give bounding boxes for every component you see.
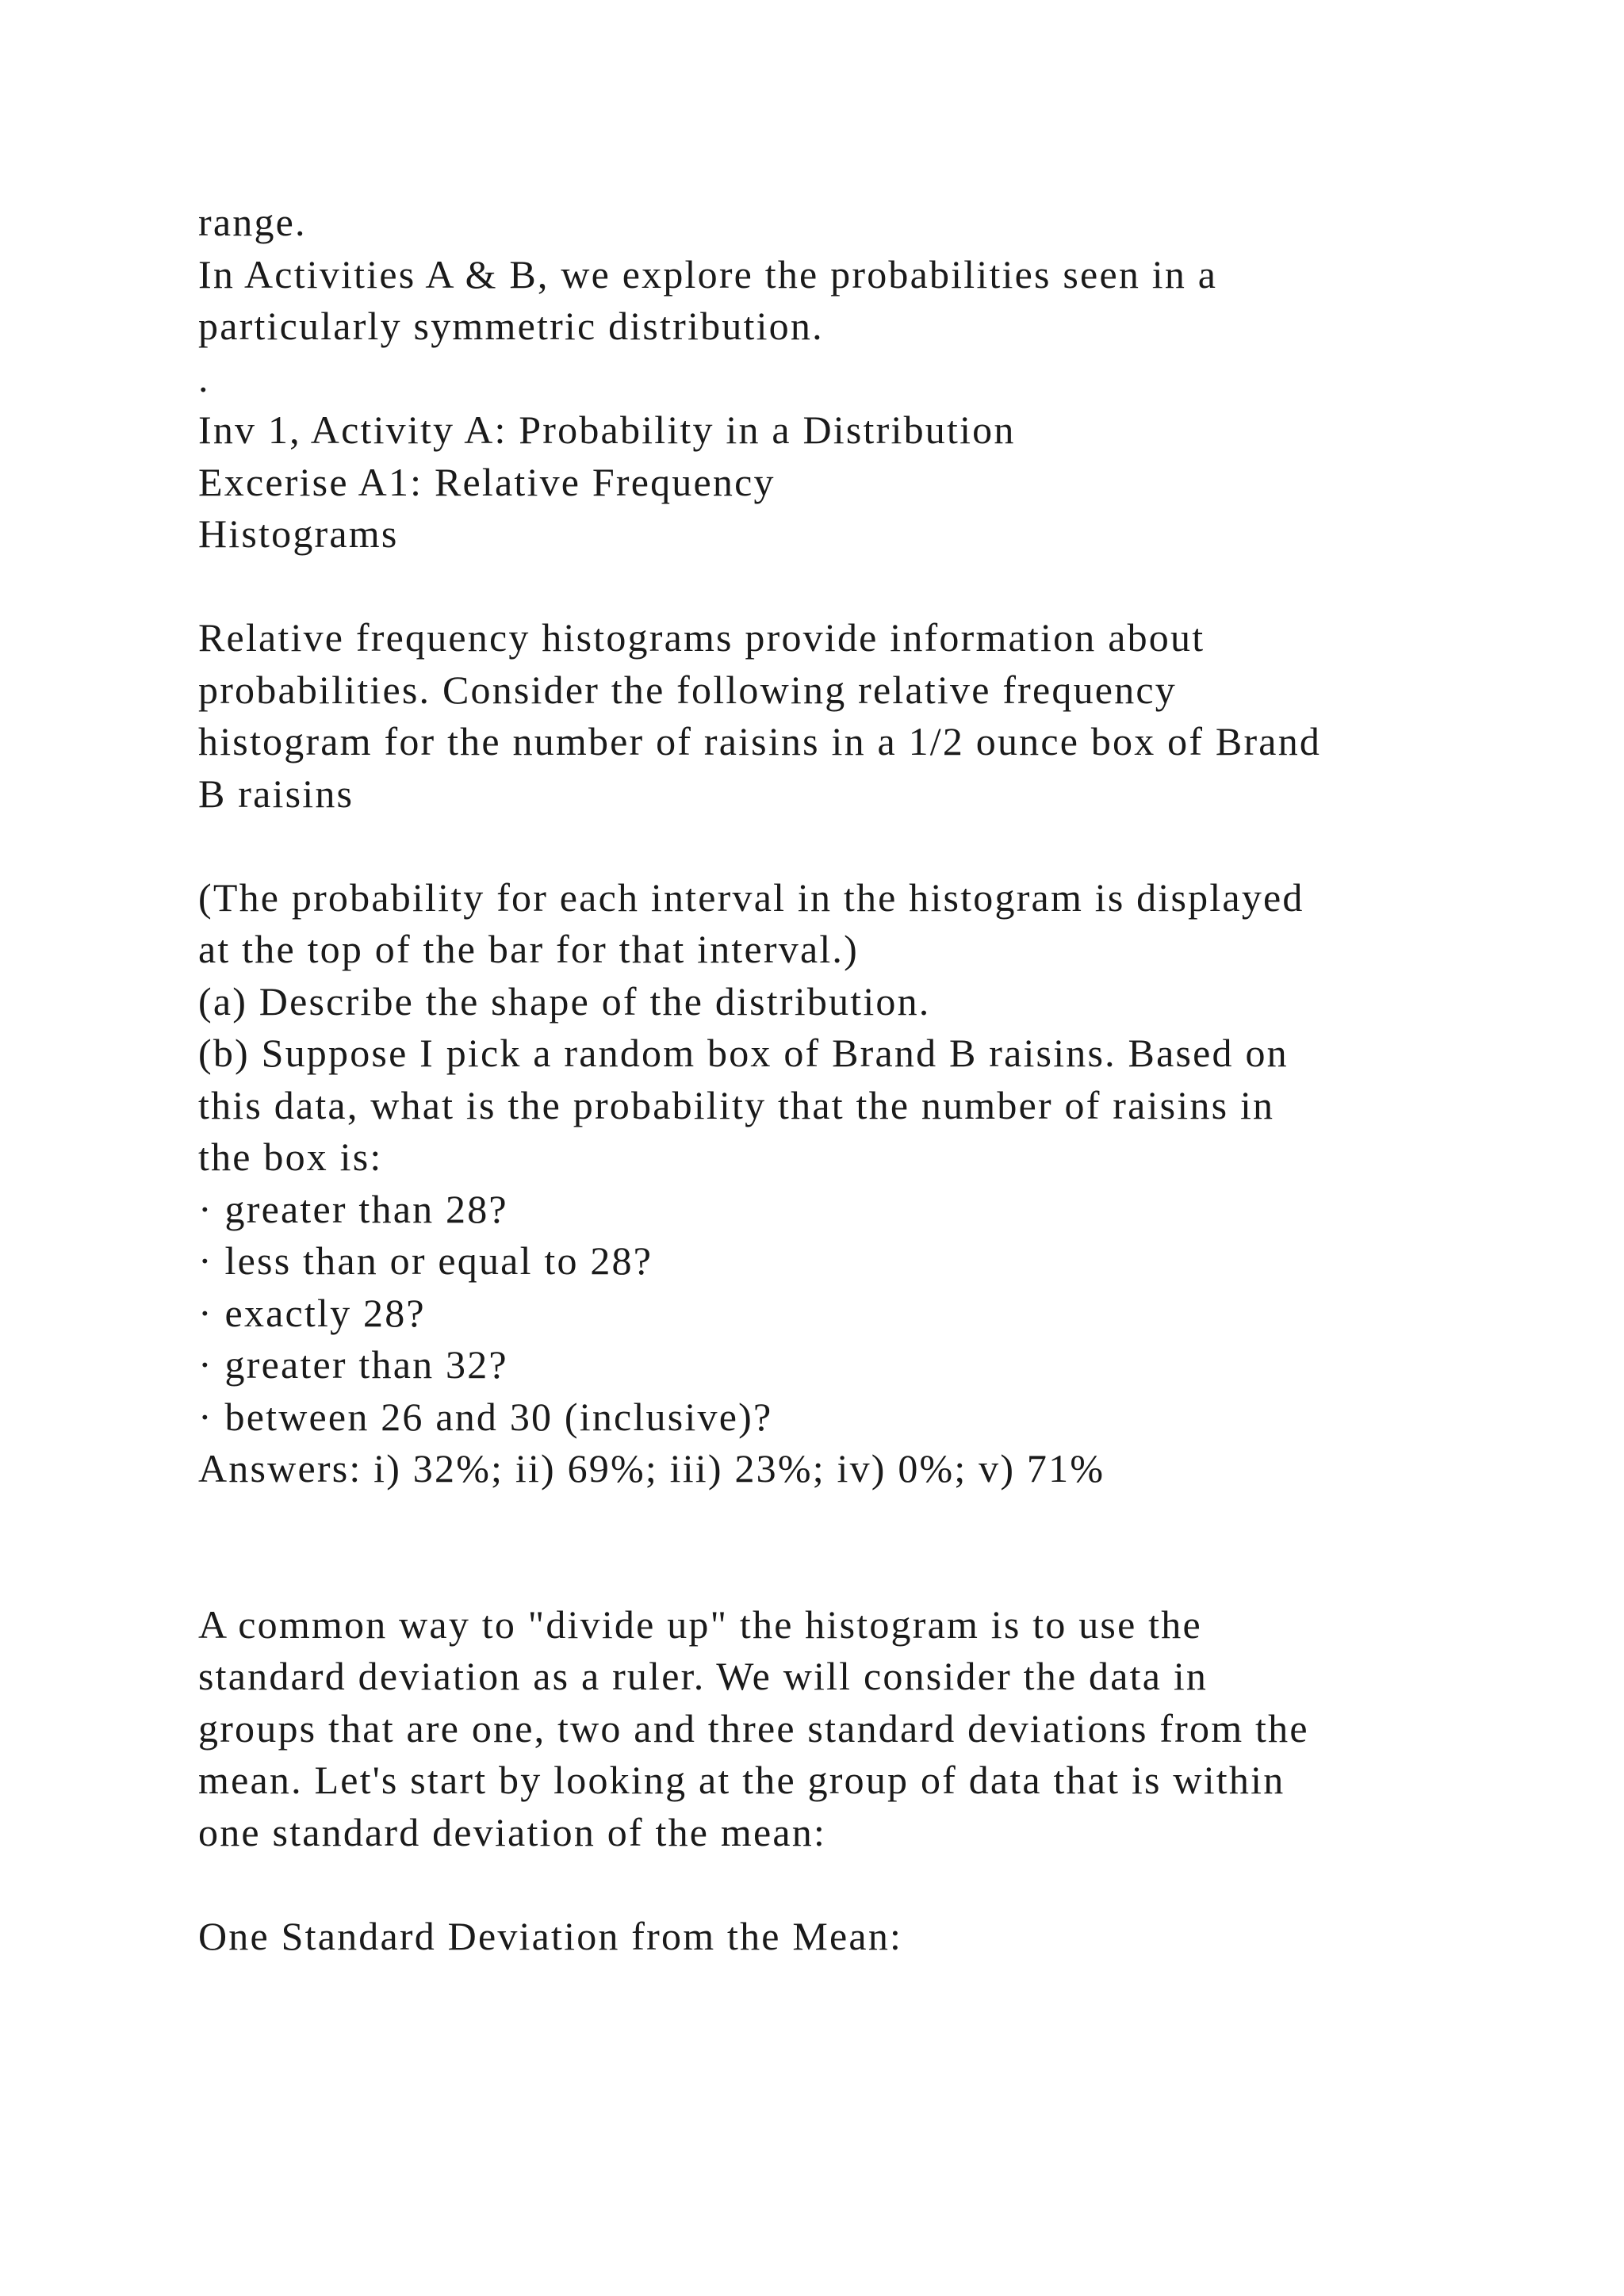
paragraph-line: Relative frequency histograms provide information about [198,615,1205,660]
document-body [198,197,1435,1962]
question-b-line: (b) Suppose I pick a random box of Brand B raisins. Based on [198,1031,1289,1075]
answers-line: Answers: i) 32%; ii) 69%; iii) 23%; iv) 0%; v) 71% [198,1446,1105,1490]
section-heading: Inv 1, Activity A: Probability in a Distribution [198,408,1016,452]
spacer [198,561,1435,613]
intro-line: . [198,355,210,400]
paragraph-line: A common way to "divide up" the histogram is to use the [198,1601,1202,1647]
intro-line: particularly symmetric distribution. [198,304,824,348]
spacer [198,1547,1435,1599]
intro-line: range. [198,200,307,244]
closing-heading: One Standard Deviation from the Mean: [198,1913,903,1958]
question-b-line: the box is: [198,1135,383,1179]
paragraph-line: groups that are one, two and three standard deviations from the [198,1705,1309,1751]
bullet-item: · exactly 28? [198,1290,426,1335]
spacer [198,820,1435,872]
paragraph-line: histogram for the number of raisins in a 1/2 ounce box of Brand [198,719,1322,763]
exercise-heading: Excerise A1: Relative Frequency [198,459,776,504]
note-line: at the top of the bar for that interval.) [198,927,859,971]
paragraph-line: probabilities. Consider the following relative frequency [198,667,1177,712]
spacer [198,1495,1435,1548]
bullet-item: · between 26 and 30 (inclusive)? [198,1394,773,1439]
question-a: (a) Describe the shape of the distribution. [198,978,931,1024]
paragraph-line: B raisins [198,771,354,816]
intro-line: In Activities A & B, we explore the probabilities seen in a [198,251,1218,297]
paragraph-line: one standard deviation of the mean: [198,1809,827,1854]
bullet-item: · greater than 28? [198,1186,508,1231]
spacer [198,1858,1435,1911]
question-b-line: this data, what is the probability that the number of raisins in [198,1082,1275,1127]
paragraph-line: mean. Let's start by looking at the group of data that is within [198,1758,1285,1802]
paragraph-line: standard deviation as a ruler. We will consider the data in [198,1654,1208,1698]
note-line: (The probability for each interval in the histogram is displayed [198,874,1304,920]
bullet-item: · less than or equal to 28? [198,1238,653,1283]
bullet-item: · greater than 32? [198,1342,508,1387]
exercise-subheading: Histograms [198,511,399,556]
